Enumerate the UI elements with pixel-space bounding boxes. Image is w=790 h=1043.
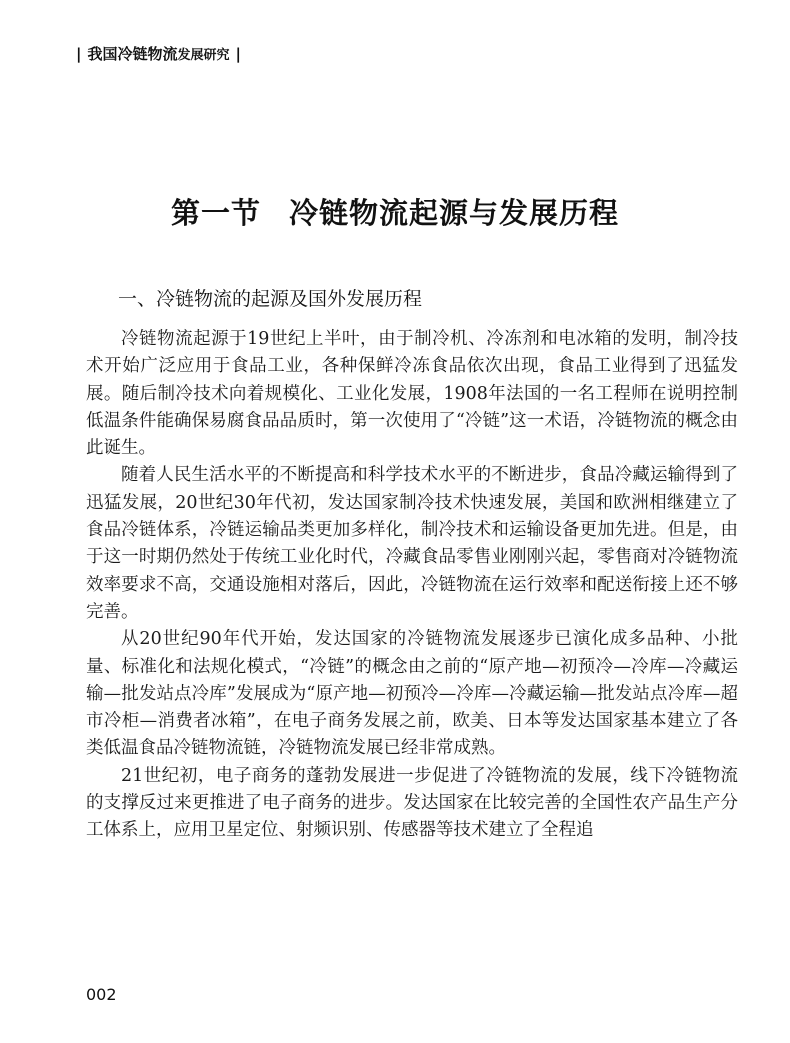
running-title-main: 我国冷链物流 [87,45,178,63]
page-number: 002 [86,985,117,1004]
running-title-sub: 发展研究 [177,48,230,63]
subsection-title: 一、冷链物流的起源及国外发展历程 [118,288,423,310]
header-separator-right: | [235,45,241,63]
section-title [0,193,790,233]
section-number: 第一节 [170,196,261,230]
paragraph: 冷链物流起源于19世纪上半叶，由于制冷机、冷冻剂和电冰箱的发明，制冷技术开始广泛应用于食品工业，各种保鲜冷冻食品依次出现，食品工业得到了迅猛发展。随后制冷技术向着规模化、工业化发展，1908年法国的一名工程师在说明控制低温条件能确保易腐食品品质时，第一次使用了“冷链”这一术语，冷链物流的概念由此诞生。 [86,329,738,459]
section-heading: 冷链物流起源与发展历程 [289,196,620,230]
header-separator-left: | [76,45,82,63]
paragraph: 从20世纪90年代开始，发达国家的冷链物流发展逐步已演化成多品种、小批量、标准化和法规化模式，“冷链”的概念由之前的“原产地—初预冷—冷库—冷藏运输—批发站点冷库”发展成为“原产地—初预冷—冷库—冷藏运输—批发站点冷库—超市冷柜—消费者冰箱”，在电子商务发展之前，欧美、日本等发达国家基本建立了各类低温食品冷链物流链，冷链物流发展已经非常成熟。 [86,629,738,759]
paragraph: 随着人民生活水平的不断提高和科学技术水平的不断进步，食品冷藏运输得到了迅猛发展，20世纪30年代初，发达国家制冷技术快速发展，美国和欧洲相继建立了食品冷链体系，冷链运输品类更加多样化，制冷技术和运输设备更加先进。但是，由于这一时期仍然处于传统工业化时代，冷藏食品零售业刚刚兴起，零售商对冷链物流效率要求不高，交通设施相对落后，因此，冷链物流在运行效率和配送衔接上还不够完善。 [86,465,738,622]
running-header [70,44,247,66]
paragraph: 21世纪初，电子商务的蓬勃发展进一步促进了冷链物流的发展，线下冷链物流的支撑反过来更推进了电子商务的进步。发达国家在比较完善的全国性农产品生产分工体系上，应用卫星定位、射频识别、传感器等技术建立了全程追 [86,765,738,841]
body-text [86,326,738,845]
